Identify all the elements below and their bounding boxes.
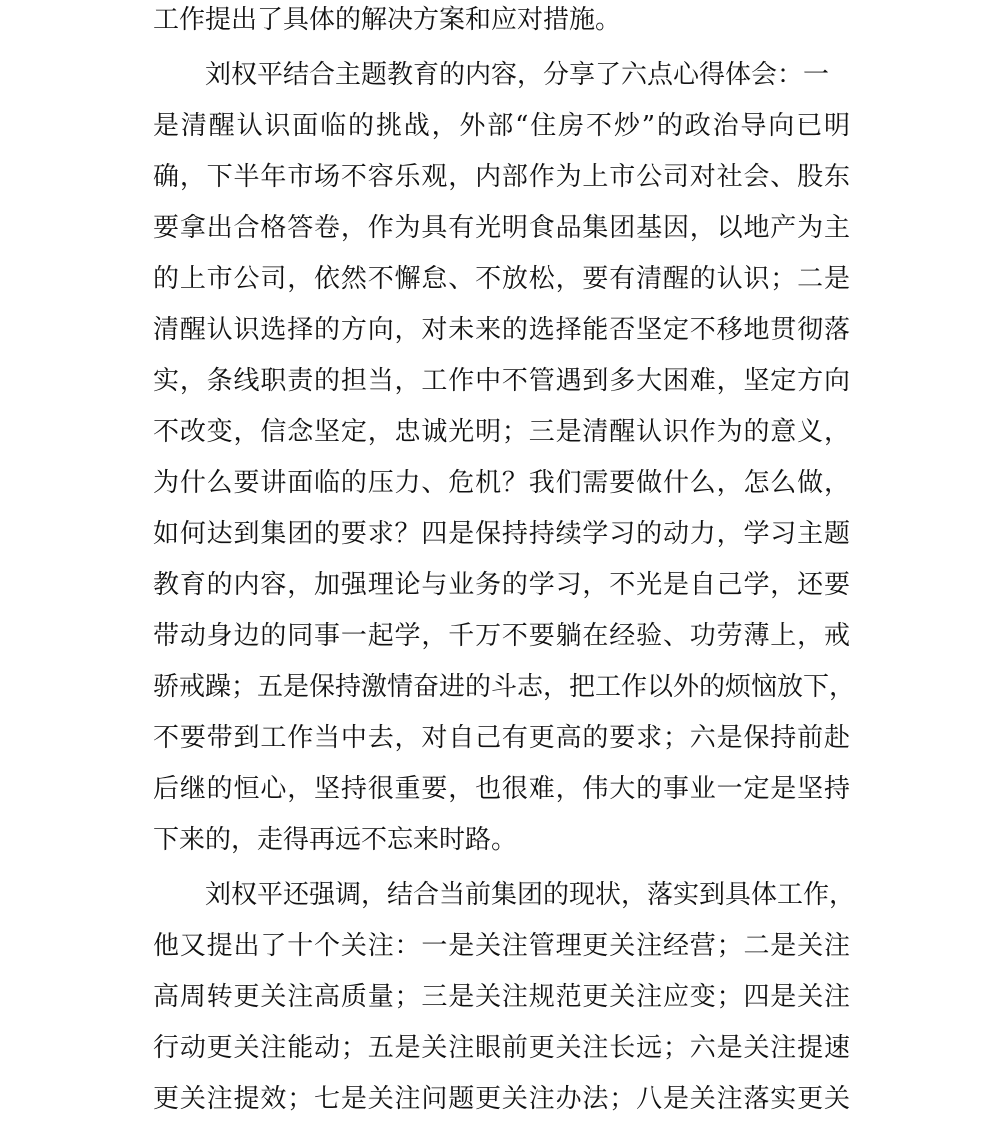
text-line: 是清醒认识面临的挑战，外部“住房不炒”的政治导向已明 xyxy=(153,111,850,141)
text-line: 为什么要讲面临的压力、危机？我们需要做什么，怎么做， xyxy=(153,468,850,498)
text-line: 的上市公司，依然不懈怠、不放松，要有清醒的认识；二是 xyxy=(153,264,850,294)
text-line: 骄戒躁；五是保持激情奋进的斗志，把工作以外的烦恼放下， xyxy=(153,672,856,702)
text-line: 要拿出合格答卷，作为具有光明食品集团基因，以地产为主 xyxy=(153,213,850,243)
text-line: 刘权平还强调，结合当前集团的现状，落实到具体工作， xyxy=(205,880,856,910)
text-line: 如何达到集团的要求？四是保持持续学习的动力，学习主题 xyxy=(153,519,850,549)
text-line: 下来的，走得再远不忘来时路。 xyxy=(153,825,518,855)
text-line: 不要带到工作当中去，对自己有更高的要求；六是保持前赴 xyxy=(153,723,850,753)
text-line: 更关注提效；七是关注问题更关注办法；八是关注落实更关 xyxy=(153,1084,850,1114)
text-line: 他又提出了十个关注：一是关注管理更关注经营；二是关注 xyxy=(153,931,850,961)
text-line: 工作提出了具体的解决方案和应对措施。 xyxy=(153,5,622,35)
text-line: 后继的恒心，坚持很重要，也很难，伟大的事业一定是坚持 xyxy=(153,774,850,804)
text-line: 高周转更关注高质量；三是关注规范更关注应变；四是关注 xyxy=(153,982,850,1012)
text-line: 实，条线职责的担当，工作中不管遇到多大困难，坚定方向 xyxy=(153,366,850,396)
text-line: 教育的内容，加强理论与业务的学习，不光是自己学，还要 xyxy=(153,570,850,600)
text-line: 不改变，信念坚定，忠诚光明；三是清醒认识作为的意义， xyxy=(153,417,850,447)
text-line: 确，下半年市场不容乐观，内部作为上市公司对社会、股东 xyxy=(153,162,850,192)
text-line: 行动更关注能动；五是关注眼前更关注长远；六是关注提速 xyxy=(153,1033,850,1063)
text-line: 刘权平结合主题教育的内容，分享了六点心得体会：一 xyxy=(205,60,830,90)
text-line: 清醒认识选择的方向，对未来的选择能否坚定不移地贯彻落 xyxy=(153,315,850,345)
text-line: 带动身边的同事一起学，千万不要躺在经验、功劳薄上，戒 xyxy=(153,621,850,651)
